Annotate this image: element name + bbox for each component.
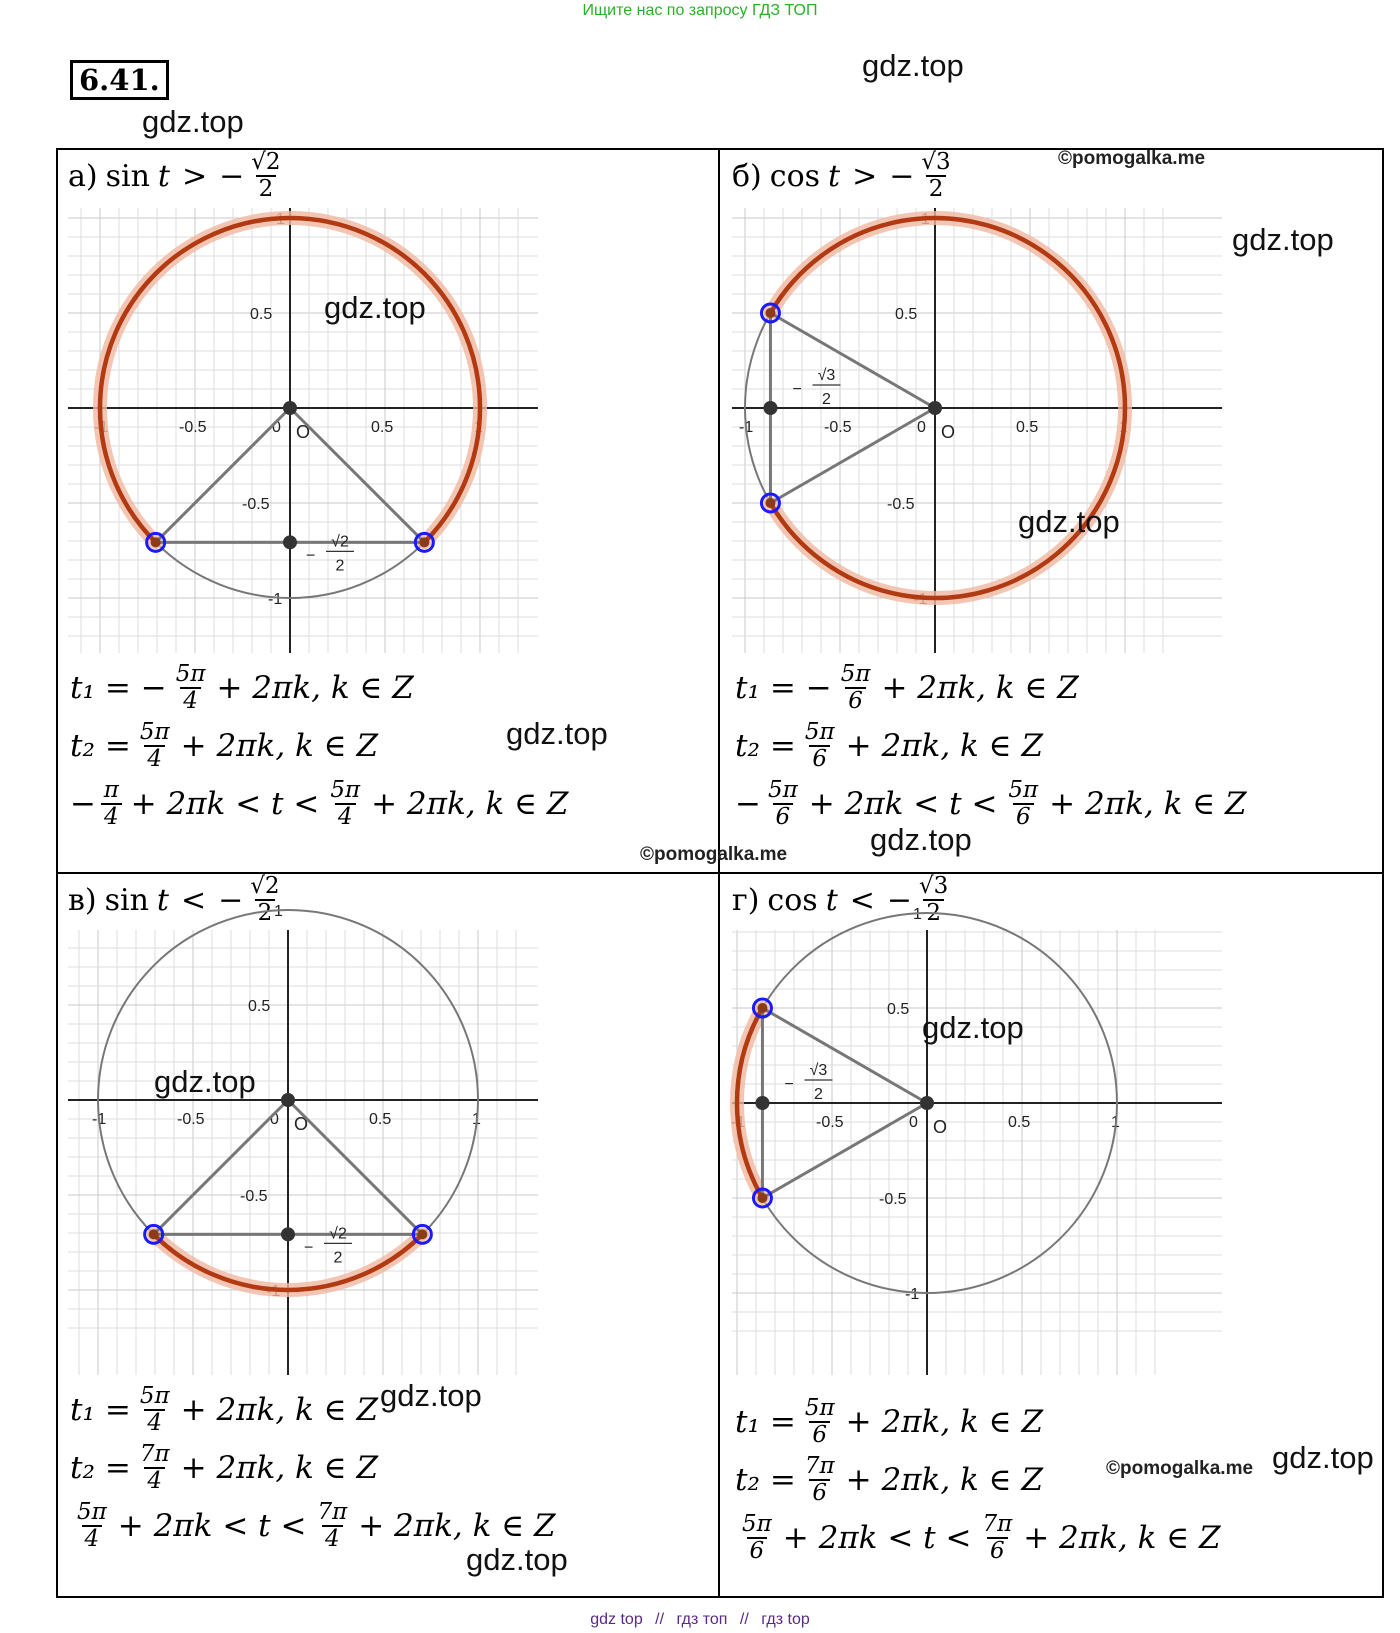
tick-label-one: 1: [1119, 419, 1128, 436]
tick-label-y-neg-one: -1: [913, 591, 928, 608]
comparison-operator: >: [181, 158, 208, 194]
watermark: gdz.top: [870, 822, 972, 857]
watermark: gdz.top: [862, 48, 964, 83]
tick-label-half: 0.5: [1016, 419, 1039, 436]
fraction-numerator: √3: [919, 873, 949, 899]
problem-number: 6.41.: [70, 60, 169, 100]
tick-label-neg-one: -1: [731, 1114, 746, 1131]
tick-label-zero: 0: [272, 419, 281, 436]
sign: −: [218, 882, 244, 918]
origin-label: O: [294, 1114, 309, 1134]
reference-label-numerator: √3: [817, 367, 836, 384]
reference-label-denominator: 2: [814, 1086, 823, 1103]
equals-sign: =: [104, 1450, 131, 1486]
fraction-numerator: √2: [251, 149, 281, 175]
tick-label-y-neg-half: -0.5: [240, 1188, 268, 1205]
fraction-numerator: √3: [921, 149, 951, 175]
equals-sign: =: [769, 1404, 796, 1440]
period-term: + 2πk, k ∈ Z: [216, 670, 414, 706]
fraction-numerator: π: [103, 777, 119, 803]
root-name: t₂: [735, 728, 760, 764]
item-letter: г): [732, 882, 760, 918]
period-term: + 2πk, k ∈ Z: [1049, 786, 1247, 822]
comparison-operator: >: [852, 158, 878, 194]
eq-b-ineq: [735, 778, 1247, 830]
root-name: t₁: [70, 1392, 95, 1428]
period-term: + 2πk, k ∈ Z: [1023, 1520, 1221, 1556]
tick-label-y-neg-half: -0.5: [879, 1191, 907, 1208]
period-term: + 2πk, k ∈ Z: [180, 1392, 379, 1428]
root-fraction: [174, 662, 208, 714]
sign: −: [70, 786, 96, 822]
fraction-numerator: 5π: [139, 1383, 170, 1409]
fraction-denominator: 2: [926, 175, 947, 202]
tick-label-neg-half: -0.5: [816, 1114, 844, 1131]
variable: t: [828, 158, 841, 194]
reference-label-numerator: √2: [329, 1225, 347, 1243]
eq-d-ineq: [735, 1512, 1221, 1564]
copyright-mark: ©pomogalka.me: [640, 844, 788, 865]
bound-fraction: [766, 778, 800, 830]
tick-label-y-one: 1: [276, 211, 285, 228]
tick-label-half: 0.5: [369, 1111, 392, 1128]
root-name: t₁: [735, 670, 760, 706]
tick-label-y-half: 0.5: [887, 1001, 910, 1018]
eq-c-t1: [70, 1384, 378, 1436]
eq-b-t1: [735, 662, 1079, 714]
function-name: cos: [769, 158, 821, 194]
bottom-link-1[interactable]: gdz top: [590, 1611, 643, 1628]
bottom-sep: //: [655, 1611, 665, 1628]
fraction-numerator: 7π: [982, 1511, 1013, 1537]
root-name: t₂: [735, 1462, 760, 1498]
eq-b-t2: [735, 720, 1043, 772]
root-fraction: [839, 662, 873, 714]
reference-label-sign: −: [306, 547, 316, 565]
tick-label-y-neg-one: -1: [268, 591, 283, 608]
reference-label-denominator: 2: [335, 557, 345, 575]
boundary-point: [417, 1229, 427, 1239]
fraction-numerator: 5π: [804, 719, 835, 745]
watermark: gdz.top: [1018, 504, 1120, 539]
origin-point: [281, 1093, 295, 1107]
plot-a: [68, 208, 538, 653]
reference-label-denominator: 2: [333, 1249, 343, 1267]
fraction-denominator: 4: [180, 687, 201, 714]
watermark: gdz.top: [380, 1378, 482, 1413]
condition-a: [68, 150, 286, 202]
fraction-denominator: 6: [1013, 803, 1034, 830]
period-term: + 2πk, k ∈ Z: [180, 1450, 379, 1486]
fraction-numerator: √2: [250, 873, 280, 899]
bottom-banner[interactable]: [0, 1611, 1400, 1629]
reference-label-numerator: √3: [809, 1062, 828, 1079]
fraction-numerator: 5π: [175, 661, 206, 687]
eq-a-t2: [70, 720, 378, 772]
root-fraction: [138, 1442, 172, 1494]
variable: t: [825, 882, 838, 918]
root-fraction: [803, 1396, 837, 1448]
tick-label-one: 1: [472, 1111, 481, 1128]
root-fraction: [138, 720, 172, 772]
origin-point: [920, 1096, 934, 1110]
fraction-numerator: 7π: [804, 1453, 835, 1479]
origin-label: O: [933, 1117, 948, 1137]
boundary-point: [419, 537, 429, 547]
item-letter: а): [68, 158, 98, 194]
tick-label-zero: 0: [917, 419, 926, 436]
radius-segment: [762, 1103, 927, 1198]
item-letter: в): [68, 882, 97, 918]
bound-fraction: [740, 1512, 774, 1564]
fraction-denominator: 6: [809, 745, 830, 772]
eq-c-t2: [70, 1442, 378, 1494]
origin-point: [928, 401, 942, 415]
inequality-middle: + 2πk < t <: [808, 786, 998, 822]
root-name: t₂: [70, 728, 95, 764]
boundary-point: [757, 1193, 767, 1203]
bound-fraction: [980, 1512, 1014, 1564]
bound-fraction: [1006, 778, 1040, 830]
tick-label-neg-one: -1: [92, 1111, 107, 1128]
fraction-denominator: 6: [773, 803, 794, 830]
function-name: sin: [105, 158, 150, 194]
watermark: gdz.top: [154, 1064, 256, 1099]
condition-fraction: [249, 150, 282, 202]
inequality-middle: + 2πk < t <: [117, 1508, 307, 1544]
variable: t: [156, 882, 169, 918]
tick-label-neg-one: -1: [94, 419, 109, 436]
tick-label-y-one: 1: [274, 903, 283, 920]
item-letter: б): [732, 158, 762, 194]
period-term: + 2πk, k ∈ Z: [845, 1462, 1044, 1498]
root-name: t₂: [70, 1450, 95, 1486]
tick-label-half: 0.5: [371, 419, 394, 436]
bottom-link-2[interactable]: гдз топ: [676, 1611, 728, 1628]
tick-label-y-one: 1: [921, 211, 930, 228]
boundary-point: [151, 537, 161, 547]
eq-d-t2: [735, 1454, 1043, 1506]
fraction-denominator: 6: [747, 1537, 768, 1564]
tick-label-neg-half: -0.5: [824, 419, 852, 436]
reference-point: [283, 535, 297, 549]
fraction-denominator: 6: [809, 1479, 830, 1506]
watermark: gdz.top: [466, 1542, 568, 1577]
tick-label-neg-one: -1: [739, 419, 754, 436]
root-name: t₁: [70, 670, 95, 706]
fraction-numerator: 5π: [330, 777, 361, 803]
period-term: + 2πk, k ∈ Z: [371, 786, 569, 822]
sign: −: [886, 882, 913, 918]
bound-fraction: [101, 778, 122, 830]
reference-point: [755, 1096, 769, 1110]
fraction-denominator: 4: [144, 1409, 165, 1436]
grid: [732, 930, 1222, 1375]
fraction-numerator: 5π: [840, 661, 871, 687]
fraction-denominator: 4: [322, 1525, 343, 1552]
comparison-operator: <: [849, 882, 875, 918]
watermark: gdz.top: [1272, 1440, 1374, 1475]
equals-sign: =: [769, 1462, 796, 1498]
fraction-denominator: 6: [809, 1421, 830, 1448]
fraction-denominator: 4: [82, 1525, 103, 1552]
condition-b: [732, 150, 956, 202]
boundary-point: [149, 1229, 159, 1239]
copyright-mark: ©pomogalka.me: [1058, 148, 1206, 169]
watermark: gdz.top: [922, 1010, 1024, 1045]
fraction-numerator: 5π: [1008, 777, 1039, 803]
top-banner[interactable]: Ищите нас по запросу ГДЗ ТОП: [582, 2, 818, 19]
tick-label-y-half: 0.5: [248, 998, 271, 1015]
root-name: t₁: [735, 1404, 760, 1440]
condition-fraction: [917, 874, 950, 926]
fraction-denominator: 6: [845, 687, 866, 714]
fraction-denominator: 2: [923, 899, 944, 926]
reference-point: [763, 401, 777, 415]
tick-label-y-neg-half: -0.5: [887, 496, 915, 513]
eq-a-ineq: [70, 778, 568, 830]
sign: −: [219, 158, 245, 194]
reference-label-numerator: √2: [331, 533, 349, 551]
variable: t: [157, 158, 170, 194]
fraction-denominator: 4: [144, 745, 165, 772]
origin-label: O: [941, 422, 956, 442]
condition-fraction: [919, 150, 952, 202]
fraction-denominator: 2: [256, 175, 277, 202]
function-name: cos: [767, 882, 818, 918]
equals-sign: = −: [104, 670, 167, 706]
fraction-numerator: 5π: [767, 777, 798, 803]
fraction-numerator: 5π: [139, 719, 170, 745]
eq-a-t1: [70, 662, 414, 714]
tick-label-y-neg-one: -1: [905, 1286, 920, 1303]
boundary-point: [757, 1003, 767, 1013]
bound-fraction: [75, 1500, 109, 1552]
bottom-link-3[interactable]: гдз top: [761, 1611, 810, 1628]
equals-sign: =: [104, 728, 131, 764]
reference-label-sign: −: [304, 1239, 314, 1257]
copyright-mark: ©pomogalka.me: [1106, 1458, 1254, 1479]
fraction-denominator: 4: [101, 803, 122, 830]
watermark: gdz.top: [1232, 222, 1334, 257]
sign: −: [735, 786, 761, 822]
fraction-denominator: 6: [987, 1537, 1008, 1564]
equals-sign: =: [104, 1392, 131, 1428]
watermark: gdz.top: [324, 290, 426, 325]
origin-label: O: [296, 422, 311, 442]
watermark: gdz.top: [506, 716, 608, 751]
bottom-sep: //: [739, 1611, 749, 1628]
reference-point: [281, 1227, 295, 1241]
bound-fraction: [328, 778, 362, 830]
period-term: + 2πk, k ∈ Z: [180, 728, 379, 764]
watermark: gdz.top: [142, 104, 244, 139]
tick-label-y-half: 0.5: [895, 306, 918, 323]
tick-label-neg-half: -0.5: [179, 419, 207, 436]
fraction-numerator: 7π: [139, 1441, 170, 1467]
tick-label-one: 1: [1111, 1114, 1120, 1131]
period-term: + 2πk, k ∈ Z: [845, 1404, 1044, 1440]
root-fraction: [803, 1454, 837, 1506]
tick-label-y-neg-half: -0.5: [242, 496, 270, 513]
function-name: sin: [104, 882, 149, 918]
root-fraction: [138, 1384, 172, 1436]
reference-label-denominator: 2: [822, 391, 831, 408]
equals-sign: =: [769, 728, 796, 764]
boundary-point: [765, 308, 775, 318]
plot-b: [732, 208, 1222, 653]
tick-label-zero: 0: [909, 1114, 918, 1131]
radius-segment: [770, 408, 935, 503]
grid: [68, 930, 538, 1375]
tick-label-zero: 0: [270, 1111, 279, 1128]
plot-c: [68, 903, 538, 1375]
fraction-denominator: 4: [144, 1467, 165, 1494]
eq-d-t1: [735, 1396, 1043, 1448]
inequality-middle: + 2πk < t <: [782, 1520, 972, 1556]
fraction-denominator: 4: [335, 803, 356, 830]
fraction-numerator: 7π: [317, 1499, 348, 1525]
fraction-numerator: 5π: [742, 1511, 772, 1537]
reference-label-sign: −: [784, 1076, 794, 1093]
reference-label-sign: −: [792, 381, 802, 398]
comparison-operator: <: [180, 882, 207, 918]
tick-label-y-one: 1: [913, 906, 922, 923]
tick-label-y-neg-one: -1: [266, 1283, 281, 1300]
tick-label-y-half: 0.5: [250, 306, 273, 323]
fraction-numerator: 5π: [804, 1395, 835, 1421]
equals-sign: = −: [769, 670, 832, 706]
fraction-numerator: 5π: [77, 1499, 107, 1525]
bound-fraction: [315, 1500, 349, 1552]
plot-d: [731, 906, 1222, 1375]
boundary-point: [765, 498, 775, 508]
inequality-middle: + 2πk < t <: [130, 786, 320, 822]
root-fraction: [803, 720, 837, 772]
fraction-denominator: 2: [255, 899, 276, 926]
period-term: + 2πk, k ∈ Z: [358, 1508, 556, 1544]
origin-point: [283, 401, 297, 415]
condition-c: [68, 874, 285, 926]
period-term: + 2πk, k ∈ Z: [845, 728, 1044, 764]
sign: −: [889, 158, 915, 194]
tick-label-one: 1: [474, 419, 483, 436]
tick-label-neg-half: -0.5: [177, 1111, 205, 1128]
period-term: + 2πk, k ∈ Z: [881, 670, 1079, 706]
tick-label-half: 0.5: [1008, 1114, 1031, 1131]
